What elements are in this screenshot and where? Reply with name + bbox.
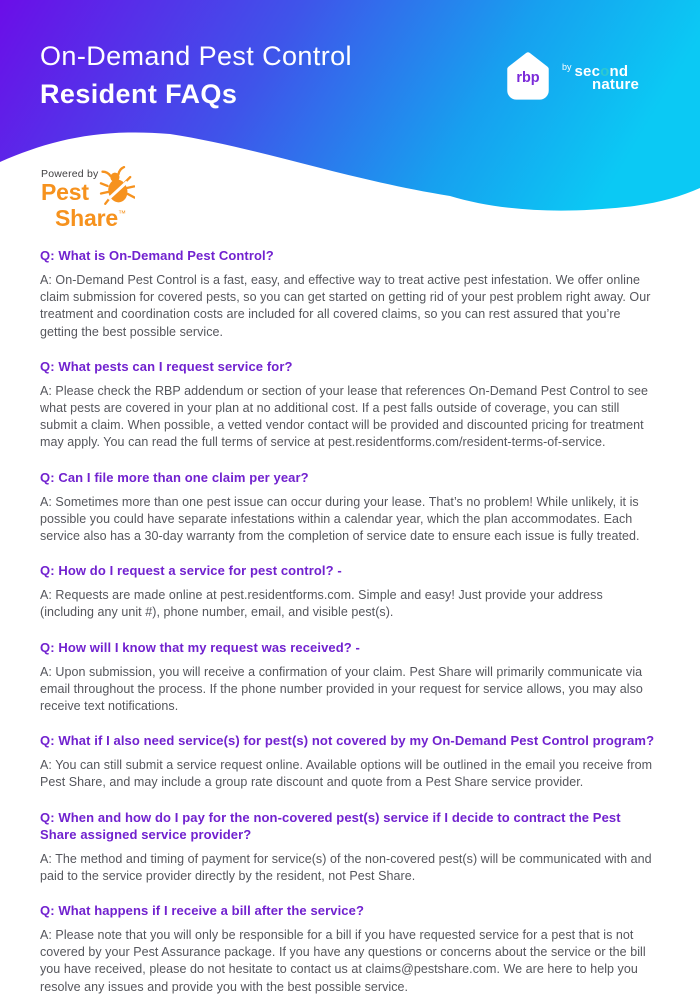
faq-question: Q: When and how do I pay for the non-covered pest(s) service if I decide to contract the Pest Share assigned service provider?	[40, 809, 621, 842]
powered-by-label: Powered by	[41, 168, 99, 180]
share-word: Share™	[55, 205, 126, 231]
faq-question: Q: How do I request a service for pest control? -	[40, 563, 342, 579]
pest-share-wordmark	[41, 179, 126, 231]
page-title-line1: On-Demand Pest Control	[40, 41, 352, 71]
page-title-line2: Resident FAQs	[40, 79, 238, 109]
faq-answer: A: Please note that you will only be responsible for a bill if you have requested service for a pest that is not covered by your Pest Assurance package. If you have any questions or concerns about the service or the bill you have received, please do not hesitate to contact us at claims@pestshare.com. We are here to help you resolve any issues and provide you with the best possible service.	[40, 928, 646, 994]
faq-answer: A: Upon submission, you will receive a confirmation of your claim. Pest Share will primarily communicate via email throughout the process. If the phone number provided in your request for service allows, you may also receive text notifications.	[40, 664, 643, 714]
brand-line2: nature	[592, 76, 640, 93]
faq-question: Q: Can I file more than one claim per year?	[40, 469, 309, 485]
faq-answer: A: Requests are made online at pest.residentforms.com. Simple and easy! Just provide your address (including any unit #), phone number, email, and visible pest(s).	[40, 588, 603, 620]
header-banner	[0, 0, 700, 230]
page-title	[40, 41, 352, 109]
brand-seg-post: nd	[609, 63, 629, 80]
beetle-icon	[99, 166, 135, 208]
faq-question: Q: What happens if I receive a bill after the service?	[40, 903, 365, 919]
rbp-house-icon	[501, 49, 555, 103]
rbp-monogram: rbp	[516, 69, 540, 86]
brand-seg-o: o	[600, 63, 610, 80]
faq-answer: A: On-Demand Pest Control is a fast, easy, and effective way to treat active pest infestation. We offer online claim submission for covered pests, so you can get started on getting rid of your pest problem right away. Our treatment and coordination costs are included for all covered claims, so you can rest assured that you’re getting the best possible service.	[40, 273, 651, 339]
trademark-symbol: ™	[117, 209, 126, 218]
faq-answer: A: Please check the RBP addendum or section of your lease that references On-Demand Pest Control to see what pests are covered in your plan at no additional cost. If a pest falls outside of coverage, you can still submit a claim. When possible, a vetted vendor contact will be provided and discounted pricing for treatment may apply. You can read the full terms of service at pest.residentforms.com/resident-terms-of-service.	[40, 383, 649, 450]
second-nature-wordmark	[562, 61, 639, 91]
faq-answer: A: Sometimes more than one pest issue can occur during your lease. That’s no problem! While unlikely, it is possible you could have separate infestations within a calendar year, which the plan accommodates. Each service also has a 30-day warranty from the completion of service date to ensure each issue is fully treated.	[40, 494, 640, 544]
by-label: by	[562, 62, 572, 72]
faq-question: Q: What pests can I request service for?	[40, 358, 293, 374]
brand-seg-pre: sec	[574, 63, 601, 80]
faq-answer: A: The method and timing of payment for service(s) of the non-covered pest(s) will be communicated with and paid to the service provider directly by the resident, not Pest Share.	[40, 851, 652, 883]
faq-question: Q: What is On-Demand Pest Control?	[40, 248, 274, 263]
pest-share-logo	[41, 168, 126, 229]
faq-question: Q: How will I know that my request was received? -	[40, 639, 360, 655]
faq-question: Q: What if I also need service(s) for pest(s) not covered by my On-Demand Pest Control program?	[40, 733, 655, 749]
pest-word: Pest	[41, 179, 89, 205]
rbp-second-nature-logo	[501, 49, 639, 103]
faq-answer: A: You can still submit a service request online. Available options will be outlined in the email you receive from Pest Share, and may include a group rate discount and quote from a Pest Share service provider.	[40, 758, 653, 790]
faq-list	[0, 230, 700, 996]
